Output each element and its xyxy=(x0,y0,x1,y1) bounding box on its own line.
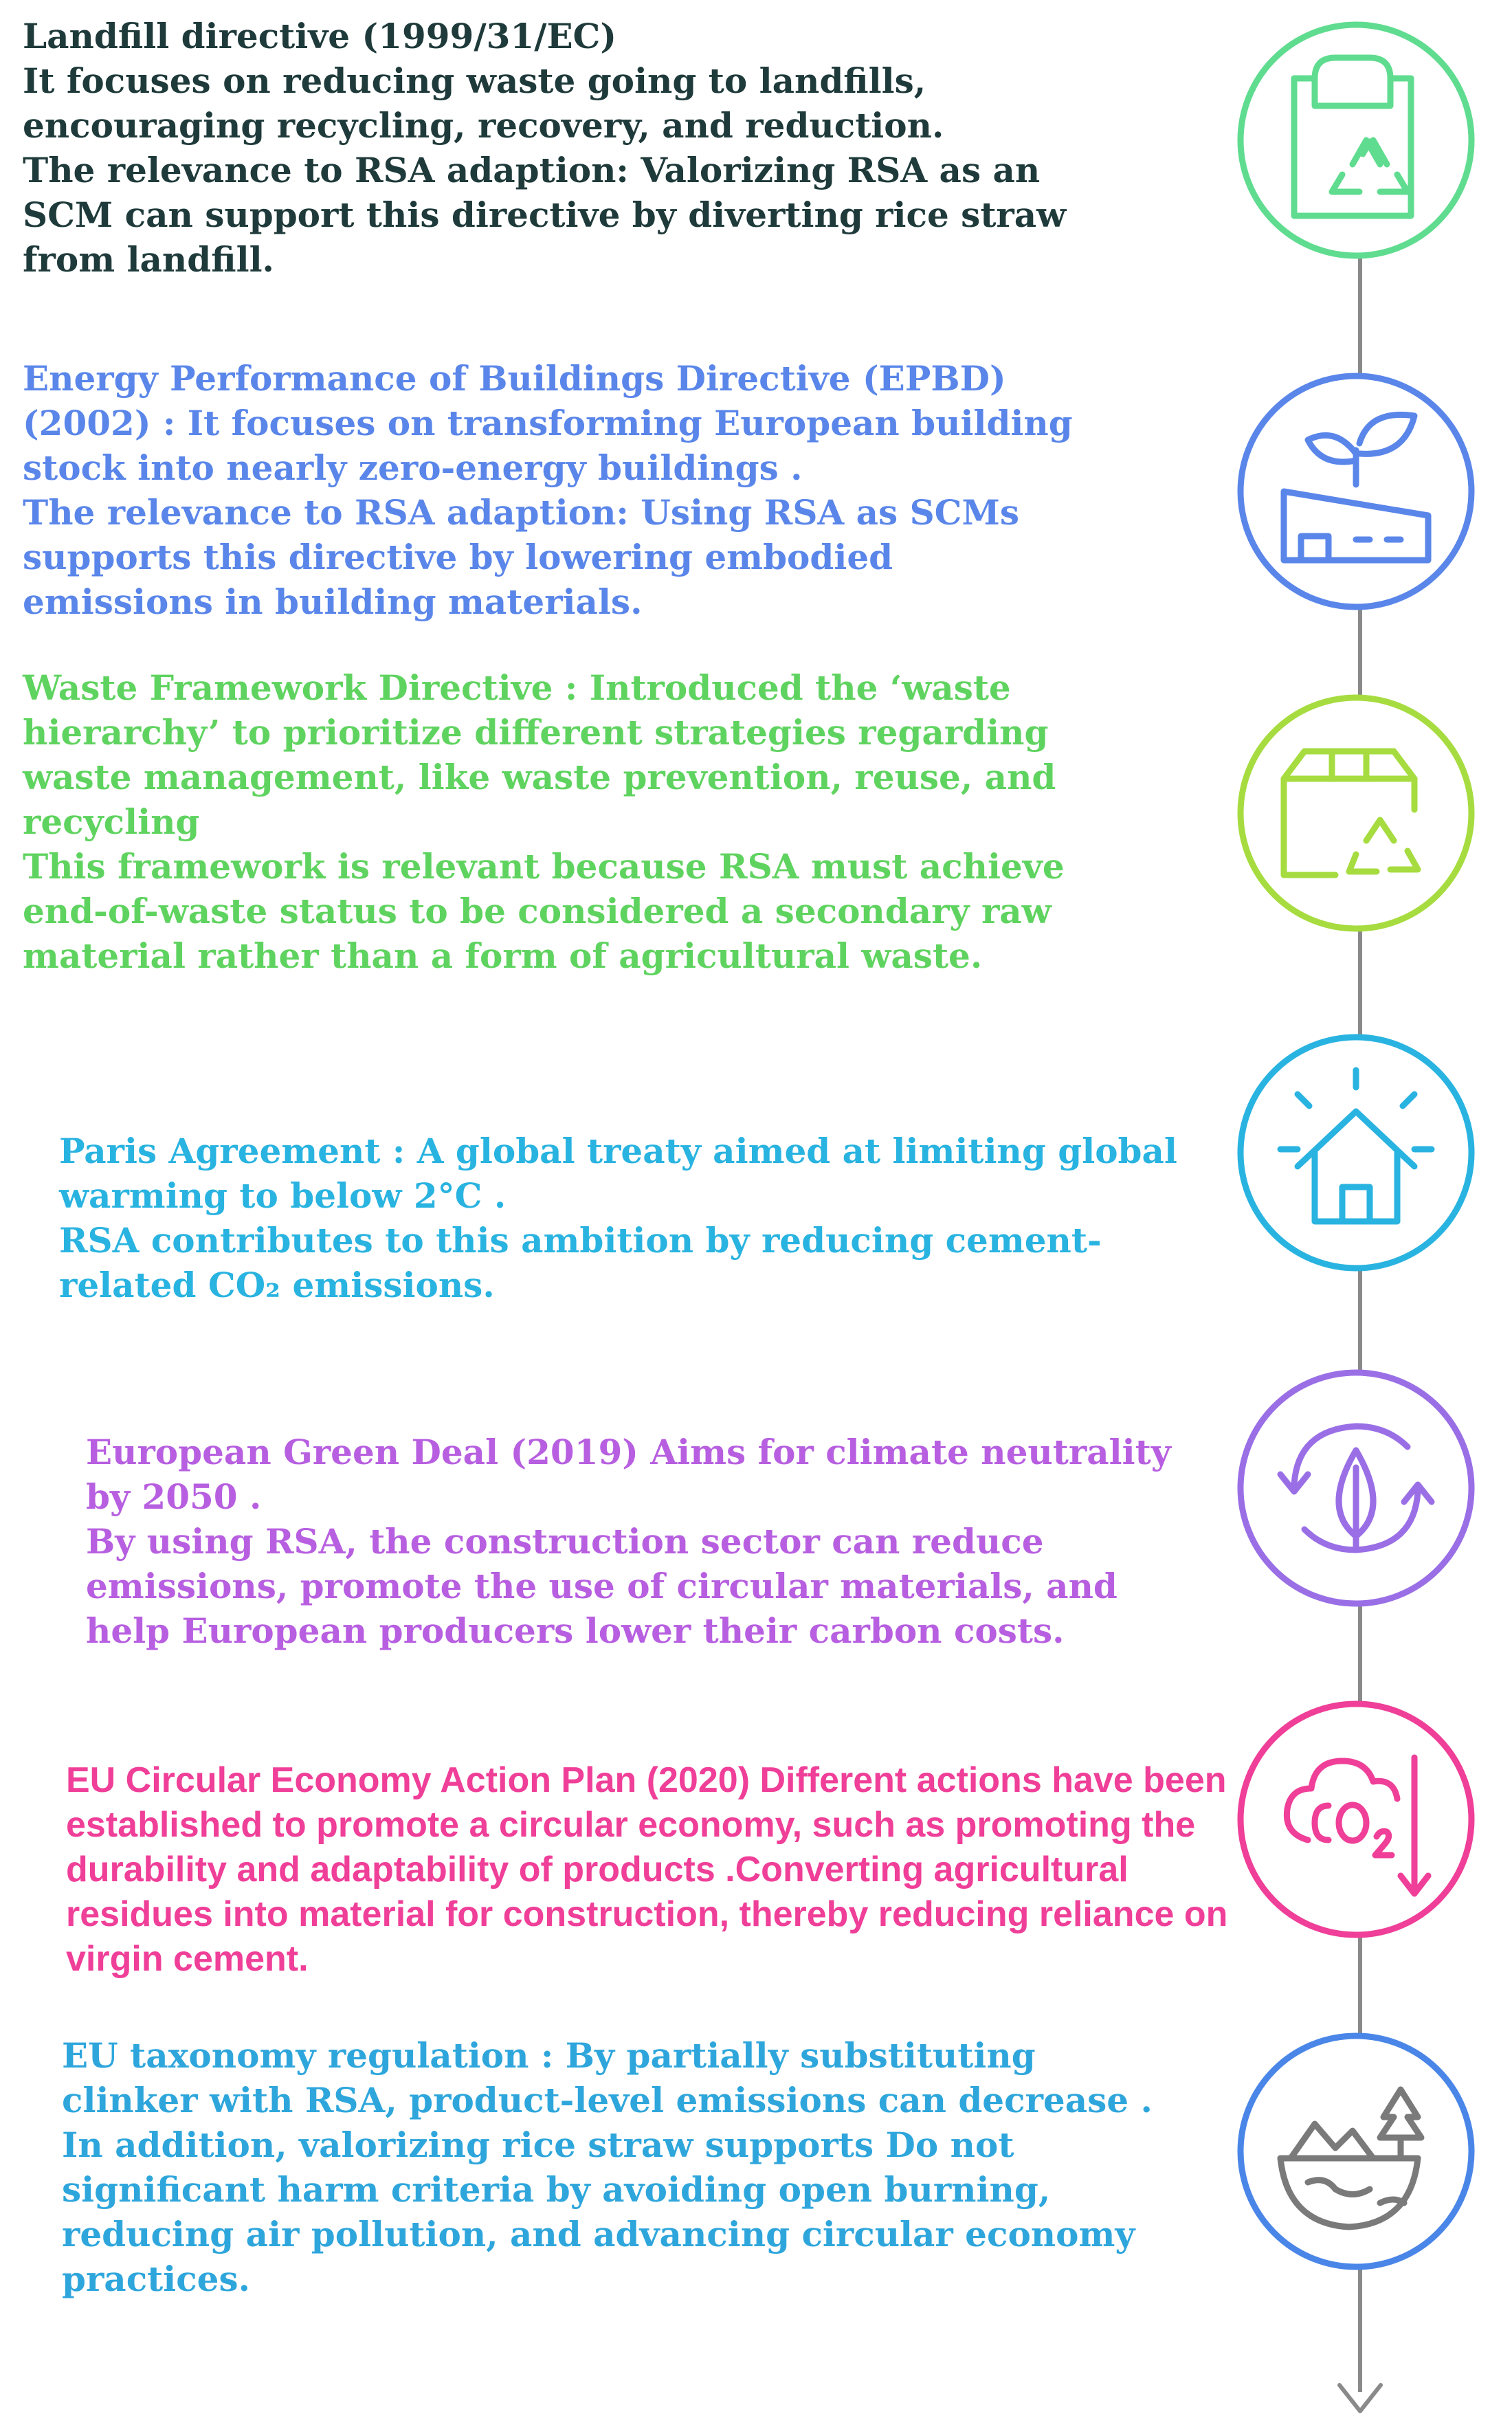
node-circular-economy xyxy=(1232,1696,1480,1943)
node-eu-taxonomy xyxy=(1232,2028,1480,2275)
waste-framework-directive-text: Waste Framework Directive : Introduced the ‘waste hierarchy’ to prioritize different strategies regarding waste management, like waste prevention, reuse, and recycling This framework is relevant because RSA must achieve end-of-waste status to be considered a secondary raw material rather than a form of agricultural waste. xyxy=(23,667,1065,976)
eu-taxonomy-regulation-text: EU taxonomy regulation : By partially substituting clinker with RSA, product-level emissions can decrease . In addition, valorizing rice straw supports Do not significant harm criteria by avoiding open burning, reducing air pollution, and advancing circular economy practices. xyxy=(62,2035,1153,2299)
node-landfill xyxy=(1232,16,1480,264)
box-recycle-icon xyxy=(1232,689,1480,937)
epbd-directive-text: Energy Performance of Buildings Directive (EPBD) (2002) : It focuses on transforming European building stock into nearly zero-energy buildings . The relevance to RSA adaption: Using RSA as SCMs supports this directive by lowering embodied emissions in building materials. xyxy=(23,358,1073,622)
leaf-cycle-icon xyxy=(1232,1364,1480,1612)
paris-agreement-text: Paris Agreement : A global treaty aimed at limiting global warming to below 2°C . RSA contributes to this ambition by reducing cement- related CO₂ emissions. xyxy=(59,1131,1177,1305)
node-paris-agreement xyxy=(1232,1029,1480,1276)
plastic-bag-recycle-icon xyxy=(1232,16,1480,264)
timeline-arrow-head-icon xyxy=(1333,2364,1388,2419)
earth-landscape-icon xyxy=(1232,2028,1480,2275)
european-green-deal-text: European Green Deal (2019) Aims for climate neutrality by 2050 . By using RSA, the construction sector can reduce emissions, promote the use of circular materials, and help European producers lower their carbon costs. xyxy=(86,1432,1171,1651)
circular-economy-action-plan-text: EU Circular Economy Action Plan (2020) Different actions have been established to promote a circular economy, such as promoting the durability and adaptability of products .Converting agricultural residues into material for construction, thereby reducing reliance on virgin cement. xyxy=(66,1760,1228,1979)
node-epbd xyxy=(1232,368,1480,615)
co2-reduction-icon xyxy=(1232,1696,1480,1943)
green-building-plant-icon xyxy=(1232,368,1480,615)
house-sun-icon xyxy=(1232,1029,1480,1276)
node-waste-framework xyxy=(1232,689,1480,937)
landfill-directive-text: Landfill directive (1999/31/EC) It focuses on reducing waste going to landfills, encouraging recycling, recovery, and reduction. The relevance to RSA adaption: Valorizing RSA as an SCM can support this directive by diverting rice straw from landfill. xyxy=(23,16,1067,280)
node-green-deal xyxy=(1232,1364,1480,1612)
